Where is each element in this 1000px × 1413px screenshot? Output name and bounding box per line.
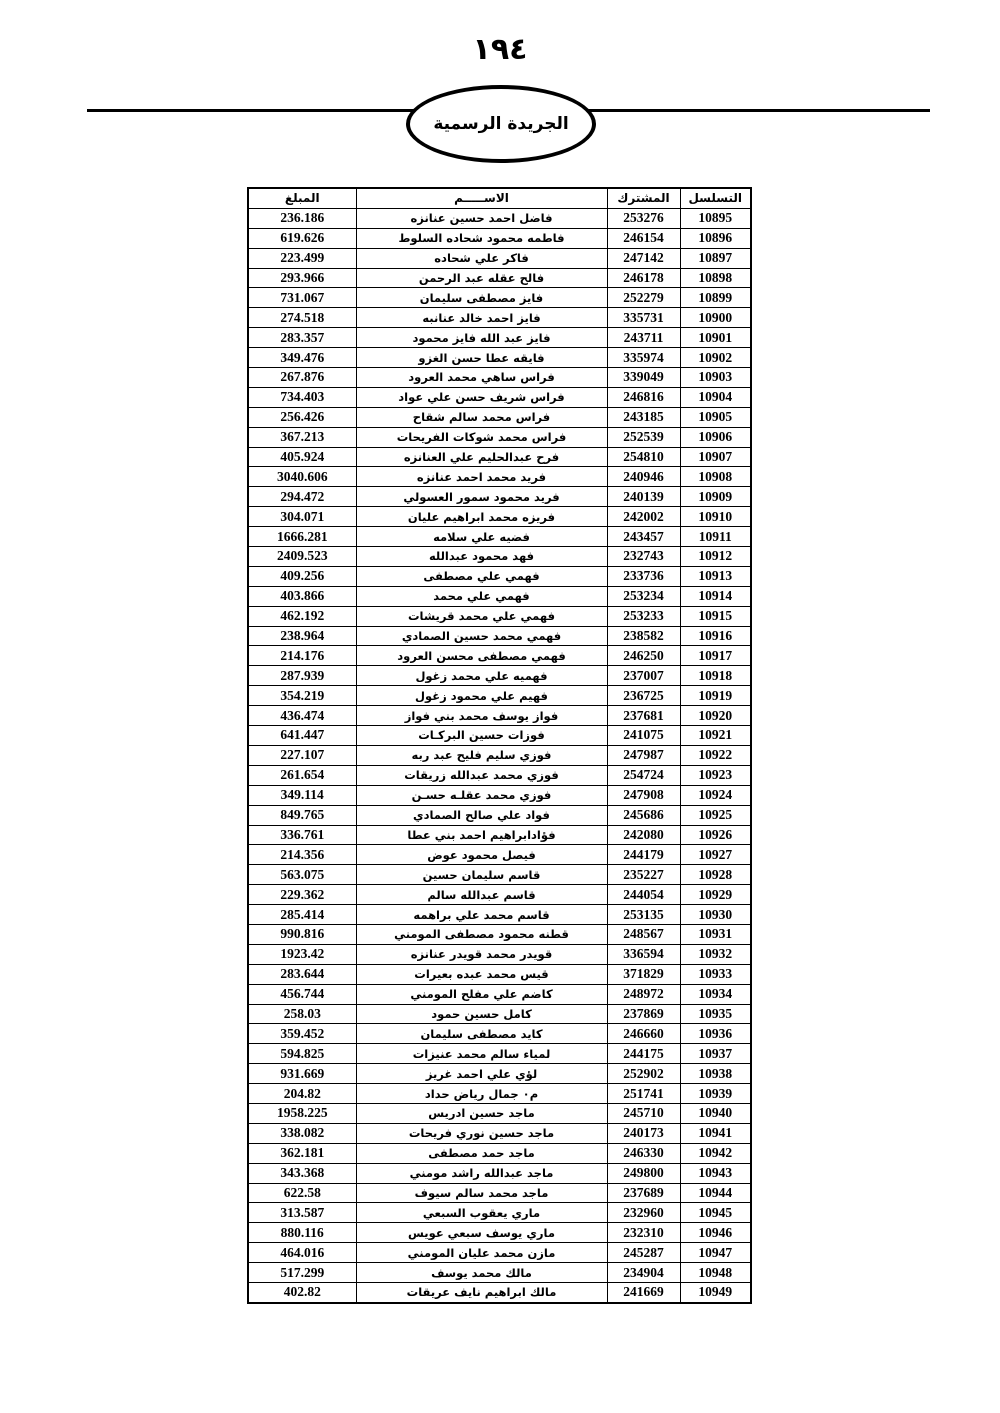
table-row — [248, 208, 751, 228]
serial-cell: 10926 — [680, 825, 751, 845]
serial-cell: 10939 — [680, 1084, 751, 1104]
serial-cell: 10936 — [680, 1024, 751, 1044]
name-cell: فضيه علي سلامه — [356, 527, 607, 547]
amount-cell: 990.816 — [248, 924, 356, 944]
amount-cell: 223.499 — [248, 248, 356, 268]
serial-cell: 10930 — [680, 905, 751, 925]
table-row — [248, 1163, 751, 1183]
subscriber-cell: 236725 — [607, 686, 680, 706]
amount-cell: 338.082 — [248, 1123, 356, 1143]
serial-cell: 10916 — [680, 626, 751, 646]
subscriber-cell: 371829 — [607, 964, 680, 984]
table-row — [248, 905, 751, 925]
table-row — [248, 1123, 751, 1143]
serial-cell: 10927 — [680, 845, 751, 865]
amount-cell: 236.186 — [248, 208, 356, 228]
subscriber-cell: 253276 — [607, 208, 680, 228]
serial-cell: 10907 — [680, 447, 751, 467]
table-row — [248, 1024, 751, 1044]
table-row — [248, 1203, 751, 1223]
serial-cell: 10901 — [680, 328, 751, 348]
amount-cell: 3040.606 — [248, 467, 356, 487]
subscriber-cell: 237681 — [607, 706, 680, 726]
subscriber-cell: 243711 — [607, 328, 680, 348]
name-cell: ماري يعقوب السبعي — [356, 1203, 607, 1223]
serial-cell: 10899 — [680, 288, 751, 308]
subscriber-cell: 246178 — [607, 268, 680, 288]
subscriber-cell: 248567 — [607, 924, 680, 944]
serial-cell: 10920 — [680, 706, 751, 726]
serial-cell: 10902 — [680, 348, 751, 368]
subscriber-cell: 246154 — [607, 228, 680, 248]
name-cell: فهمي علي محمد قريشات — [356, 606, 607, 626]
subscriber-cell: 247142 — [607, 248, 680, 268]
amount-cell: 1958.225 — [248, 1103, 356, 1123]
page-number: ١٩٤ — [472, 32, 528, 67]
serial-cell: 10910 — [680, 507, 751, 527]
serial-cell: 10897 — [680, 248, 751, 268]
serial-cell: 10913 — [680, 566, 751, 586]
serial-cell: 10905 — [680, 407, 751, 427]
table-row — [248, 626, 751, 646]
subscriber-cell: 253234 — [607, 586, 680, 606]
amount-cell: 349.114 — [248, 785, 356, 805]
serial-cell: 10944 — [680, 1183, 751, 1203]
table-row — [248, 566, 751, 586]
subscriber-cell: 232310 — [607, 1223, 680, 1243]
name-cell: فالح عقله عبد الرحمن — [356, 268, 607, 288]
subscriber-cell: 335731 — [607, 308, 680, 328]
table-row — [248, 586, 751, 606]
table-header-row — [248, 188, 751, 208]
amount-cell: 462.192 — [248, 606, 356, 626]
table-row — [248, 865, 751, 885]
serial-cell: 10933 — [680, 964, 751, 984]
table-row — [248, 368, 751, 388]
amount-cell: 238.964 — [248, 626, 356, 646]
name-cell: ماجد عبدالله راشد مومني — [356, 1163, 607, 1183]
subscriber-cell: 243185 — [607, 407, 680, 427]
name-cell: فوزات حسين البركـات — [356, 726, 607, 746]
name-cell: فايقه عطا حسن الغزو — [356, 348, 607, 368]
name-cell: فايز احمد خالد عنانبه — [356, 308, 607, 328]
subscriber-cell: 246660 — [607, 1024, 680, 1044]
serial-cell: 10928 — [680, 865, 751, 885]
subscriber-cell: 248972 — [607, 984, 680, 1004]
table-row — [248, 765, 751, 785]
serial-cell: 10911 — [680, 527, 751, 547]
header-amount: المبلغ — [248, 188, 356, 208]
amount-cell: 293.966 — [248, 268, 356, 288]
subscriber-cell: 246816 — [607, 387, 680, 407]
amount-cell: 1666.281 — [248, 527, 356, 547]
table-row — [248, 268, 751, 288]
amount-cell: 287.939 — [248, 666, 356, 686]
name-cell: قاسم عبدالله سالم — [356, 885, 607, 905]
subscriber-cell: 246330 — [607, 1143, 680, 1163]
name-cell: فاطمه محمود شحاده السلوط — [356, 228, 607, 248]
subscriber-cell: 237007 — [607, 666, 680, 686]
name-cell: فراس ساهي محمد العرود — [356, 368, 607, 388]
serial-cell: 10924 — [680, 785, 751, 805]
table-row — [248, 785, 751, 805]
subscriber-cell: 245287 — [607, 1243, 680, 1263]
serial-cell: 10919 — [680, 686, 751, 706]
name-cell: فراس محمد سالم شقاح — [356, 407, 607, 427]
amount-cell: 349.476 — [248, 348, 356, 368]
subscriber-cell: 336594 — [607, 944, 680, 964]
table-row — [248, 1263, 751, 1283]
subscriber-cell: 246250 — [607, 646, 680, 666]
subscriber-cell: 243457 — [607, 527, 680, 547]
subscriber-cell: 251741 — [607, 1084, 680, 1104]
gazette-title-oval — [406, 85, 596, 163]
table-row — [248, 606, 751, 626]
serial-cell: 10915 — [680, 606, 751, 626]
name-cell: فهد محمود عبدالله — [356, 547, 607, 567]
subscriber-cell: 244179 — [607, 845, 680, 865]
subscriber-cell: 233736 — [607, 566, 680, 586]
serial-cell: 10908 — [680, 467, 751, 487]
name-cell: فايز عبد الله فايز محمود — [356, 328, 607, 348]
subscriber-cell: 254724 — [607, 765, 680, 785]
subscriber-cell: 241669 — [607, 1282, 680, 1302]
name-cell: فاضل احمد حسين عنانزه — [356, 208, 607, 228]
subscriber-cell: 232960 — [607, 1203, 680, 1223]
serial-cell: 10912 — [680, 547, 751, 567]
amount-cell: 204.82 — [248, 1084, 356, 1104]
serial-cell: 10929 — [680, 885, 751, 905]
table-row — [248, 1004, 751, 1024]
header-name: الاســـــم — [356, 188, 607, 208]
amount-cell: 641.447 — [248, 726, 356, 746]
serial-cell: 10900 — [680, 308, 751, 328]
table-row — [248, 248, 751, 268]
subscriber-cell: 247987 — [607, 745, 680, 765]
amount-cell: 849.765 — [248, 805, 356, 825]
amount-cell: 464.016 — [248, 1243, 356, 1263]
subscriber-cell: 253233 — [607, 606, 680, 626]
name-cell: كامل حسين حمود — [356, 1004, 607, 1024]
amount-cell: 1923.42 — [248, 944, 356, 964]
subscriber-cell: 234904 — [607, 1263, 680, 1283]
name-cell: لمياء سالم محمد عنيزات — [356, 1044, 607, 1064]
subscriber-cell: 254810 — [607, 447, 680, 467]
name-cell: فراس شريف حسن علي عواد — [356, 387, 607, 407]
amount-cell: 402.82 — [248, 1282, 356, 1302]
serial-cell: 10922 — [680, 745, 751, 765]
amount-cell: 285.414 — [248, 905, 356, 925]
amount-cell: 2409.523 — [248, 547, 356, 567]
table-row — [248, 447, 751, 467]
serial-cell: 10932 — [680, 944, 751, 964]
name-cell: ماجد حمد مصطفى — [356, 1143, 607, 1163]
name-cell: فاكر علي شحاده — [356, 248, 607, 268]
name-cell: فرح عبدالحليم علي العنانزه — [356, 447, 607, 467]
table-row — [248, 845, 751, 865]
table-row — [248, 825, 751, 845]
name-cell: فريزه محمد ابراهيم عليان — [356, 507, 607, 527]
gazette-title: الجريدة الرسمية — [433, 114, 569, 134]
amount-cell: 619.626 — [248, 228, 356, 248]
subscriber-cell: 245686 — [607, 805, 680, 825]
amount-cell: 731.067 — [248, 288, 356, 308]
subscriber-cell: 240139 — [607, 487, 680, 507]
name-cell: فايز مصطفى سليمان — [356, 288, 607, 308]
serial-cell: 10896 — [680, 228, 751, 248]
name-cell: فريد محمود سمور العسولي — [356, 487, 607, 507]
serial-cell: 10943 — [680, 1163, 751, 1183]
amount-cell: 214.176 — [248, 646, 356, 666]
subscriber-cell: 252539 — [607, 427, 680, 447]
name-cell: مالك محمد يوسف — [356, 1263, 607, 1283]
amount-cell: 256.426 — [248, 407, 356, 427]
name-cell: فراس محمد شوكات الفريحات — [356, 427, 607, 447]
serial-cell: 10921 — [680, 726, 751, 746]
amount-cell: 405.924 — [248, 447, 356, 467]
name-cell: فواد علي صالح الصمادي — [356, 805, 607, 825]
amount-cell: 456.744 — [248, 984, 356, 1004]
subscriber-cell: 242002 — [607, 507, 680, 527]
name-cell: فهيم علي محمود زغول — [356, 686, 607, 706]
amount-cell: 336.761 — [248, 825, 356, 845]
name-cell: قيس محمد عبده بعيرات — [356, 964, 607, 984]
header-serial: التسلسل — [680, 188, 751, 208]
name-cell: فيصل محمود عوض — [356, 845, 607, 865]
serial-cell: 10942 — [680, 1143, 751, 1163]
table-row — [248, 228, 751, 248]
amount-cell: 229.362 — [248, 885, 356, 905]
serial-cell: 10931 — [680, 924, 751, 944]
name-cell: ماري يوسف سبعي عويس — [356, 1223, 607, 1243]
serial-cell: 10904 — [680, 387, 751, 407]
name-cell: فوزي سليم فليح عبد ربه — [356, 745, 607, 765]
name-cell: قاسم سليمان حسين — [356, 865, 607, 885]
table-row — [248, 646, 751, 666]
table-row — [248, 308, 751, 328]
name-cell: كاضم علي مفلح المومني — [356, 984, 607, 1004]
amount-cell: 362.181 — [248, 1143, 356, 1163]
serial-cell: 10903 — [680, 368, 751, 388]
table-row — [248, 1103, 751, 1123]
table-row — [248, 1044, 751, 1064]
table-row — [248, 706, 751, 726]
table-row — [248, 387, 751, 407]
amount-cell: 367.213 — [248, 427, 356, 447]
serial-cell: 10940 — [680, 1103, 751, 1123]
serial-cell: 10895 — [680, 208, 751, 228]
serial-cell: 10906 — [680, 427, 751, 447]
table-row — [248, 885, 751, 905]
serial-cell: 10945 — [680, 1203, 751, 1223]
subscriber-cell: 237689 — [607, 1183, 680, 1203]
amount-cell: 258.03 — [248, 1004, 356, 1024]
header-subscriber: المشترك — [607, 188, 680, 208]
serial-cell: 10918 — [680, 666, 751, 686]
payments-table — [247, 187, 752, 1304]
amount-cell: 622.58 — [248, 1183, 356, 1203]
table-row — [248, 1064, 751, 1084]
amount-cell: 563.075 — [248, 865, 356, 885]
subscriber-cell: 237869 — [607, 1004, 680, 1024]
serial-cell: 10934 — [680, 984, 751, 1004]
table-row — [248, 507, 751, 527]
name-cell: ماجد حسين ادريس — [356, 1103, 607, 1123]
subscriber-cell: 242080 — [607, 825, 680, 845]
amount-cell: 267.876 — [248, 368, 356, 388]
table-row — [248, 547, 751, 567]
serial-cell: 10938 — [680, 1064, 751, 1084]
amount-cell: 517.299 — [248, 1263, 356, 1283]
amount-cell: 880.116 — [248, 1223, 356, 1243]
name-cell: مازن محمد عليان المومني — [356, 1243, 607, 1263]
serial-cell: 10898 — [680, 268, 751, 288]
table-row — [248, 1143, 751, 1163]
table-row — [248, 487, 751, 507]
serial-cell: 10949 — [680, 1282, 751, 1302]
table-row — [248, 666, 751, 686]
subscriber-cell: 339049 — [607, 368, 680, 388]
subscriber-cell: 249800 — [607, 1163, 680, 1183]
serial-cell: 10914 — [680, 586, 751, 606]
table-row — [248, 745, 751, 765]
amount-cell: 403.866 — [248, 586, 356, 606]
table-row — [248, 1084, 751, 1104]
table-row — [248, 924, 751, 944]
serial-cell: 10909 — [680, 487, 751, 507]
amount-cell: 294.472 — [248, 487, 356, 507]
name-cell: فهمي علي مصطفى — [356, 566, 607, 586]
table-row — [248, 348, 751, 368]
subscriber-cell: 240173 — [607, 1123, 680, 1143]
subscriber-cell: 252902 — [607, 1064, 680, 1084]
name-cell: ماجد محمد سالم سيوف — [356, 1183, 607, 1203]
name-cell: كايد مصطفى سليمان — [356, 1024, 607, 1044]
name-cell: مالك ابراهيم نايف عريقات — [356, 1282, 607, 1302]
name-cell: فريد محمد احمد عنانزه — [356, 467, 607, 487]
table-row — [248, 1183, 751, 1203]
subscriber-cell: 244054 — [607, 885, 680, 905]
table-row — [248, 467, 751, 487]
serial-cell: 10941 — [680, 1123, 751, 1143]
name-cell: فؤادابراهيم احمد بني عطا — [356, 825, 607, 845]
amount-cell: 304.071 — [248, 507, 356, 527]
amount-cell: 283.357 — [248, 328, 356, 348]
subscriber-cell: 252279 — [607, 288, 680, 308]
subscriber-cell: 335974 — [607, 348, 680, 368]
subscriber-cell: 245710 — [607, 1103, 680, 1123]
amount-cell: 283.644 — [248, 964, 356, 984]
name-cell: قويدر محمد قويدر عنانزه — [356, 944, 607, 964]
subscriber-cell: 247908 — [607, 785, 680, 805]
table-row — [248, 527, 751, 547]
subscriber-cell: 235227 — [607, 865, 680, 885]
table-row — [248, 686, 751, 706]
name-cell: فهمي مصطفى محسن العرود — [356, 646, 607, 666]
amount-cell: 274.518 — [248, 308, 356, 328]
amount-cell: 227.107 — [248, 745, 356, 765]
table-row — [248, 805, 751, 825]
table-row — [248, 427, 751, 447]
name-cell: م٠ جمال رياض حداد — [356, 1084, 607, 1104]
serial-cell: 10937 — [680, 1044, 751, 1064]
table-row — [248, 964, 751, 984]
table-row — [248, 1243, 751, 1263]
name-cell: قاسم محمد علي براهمه — [356, 905, 607, 925]
amount-cell: 594.825 — [248, 1044, 356, 1064]
amount-cell: 313.587 — [248, 1203, 356, 1223]
table-body — [248, 208, 751, 1302]
serial-cell: 10923 — [680, 765, 751, 785]
serial-cell: 10948 — [680, 1263, 751, 1283]
table-row — [248, 1282, 751, 1302]
name-cell: لؤي علي احمد غريز — [356, 1064, 607, 1084]
name-cell: فهمي محمد حسين الصمادي — [356, 626, 607, 646]
table-row — [248, 1223, 751, 1243]
subscriber-cell: 238582 — [607, 626, 680, 646]
amount-cell: 734.403 — [248, 387, 356, 407]
name-cell: فهميه علي محمد زغول — [356, 666, 607, 686]
amount-cell: 343.368 — [248, 1163, 356, 1183]
serial-cell: 10917 — [680, 646, 751, 666]
amount-cell: 354.219 — [248, 686, 356, 706]
table-row — [248, 984, 751, 1004]
amount-cell: 436.474 — [248, 706, 356, 726]
amount-cell: 261.654 — [248, 765, 356, 785]
amount-cell: 214.356 — [248, 845, 356, 865]
amount-cell: 359.452 — [248, 1024, 356, 1044]
table-row — [248, 726, 751, 746]
name-cell: قطنه محمود مصطفى المومني — [356, 924, 607, 944]
table-row — [248, 288, 751, 308]
name-cell: فوزي محمد عبدالله زريقات — [356, 765, 607, 785]
name-cell: فوزي محمد عقلـه حسـن — [356, 785, 607, 805]
subscriber-cell: 253135 — [607, 905, 680, 925]
serial-cell: 10947 — [680, 1243, 751, 1263]
name-cell: فهمي علي محمد — [356, 586, 607, 606]
subscriber-cell: 244175 — [607, 1044, 680, 1064]
table-row — [248, 328, 751, 348]
serial-cell: 10925 — [680, 805, 751, 825]
subscriber-cell: 240946 — [607, 467, 680, 487]
subscriber-cell: 241075 — [607, 726, 680, 746]
serial-cell: 10946 — [680, 1223, 751, 1243]
subscriber-cell: 232743 — [607, 547, 680, 567]
table-row — [248, 944, 751, 964]
serial-cell: 10935 — [680, 1004, 751, 1024]
name-cell: ماجد حسين نوري فريحات — [356, 1123, 607, 1143]
table-row — [248, 407, 751, 427]
name-cell: فواز يوسف محمد بني فواز — [356, 706, 607, 726]
amount-cell: 409.256 — [248, 566, 356, 586]
amount-cell: 931.669 — [248, 1064, 356, 1084]
